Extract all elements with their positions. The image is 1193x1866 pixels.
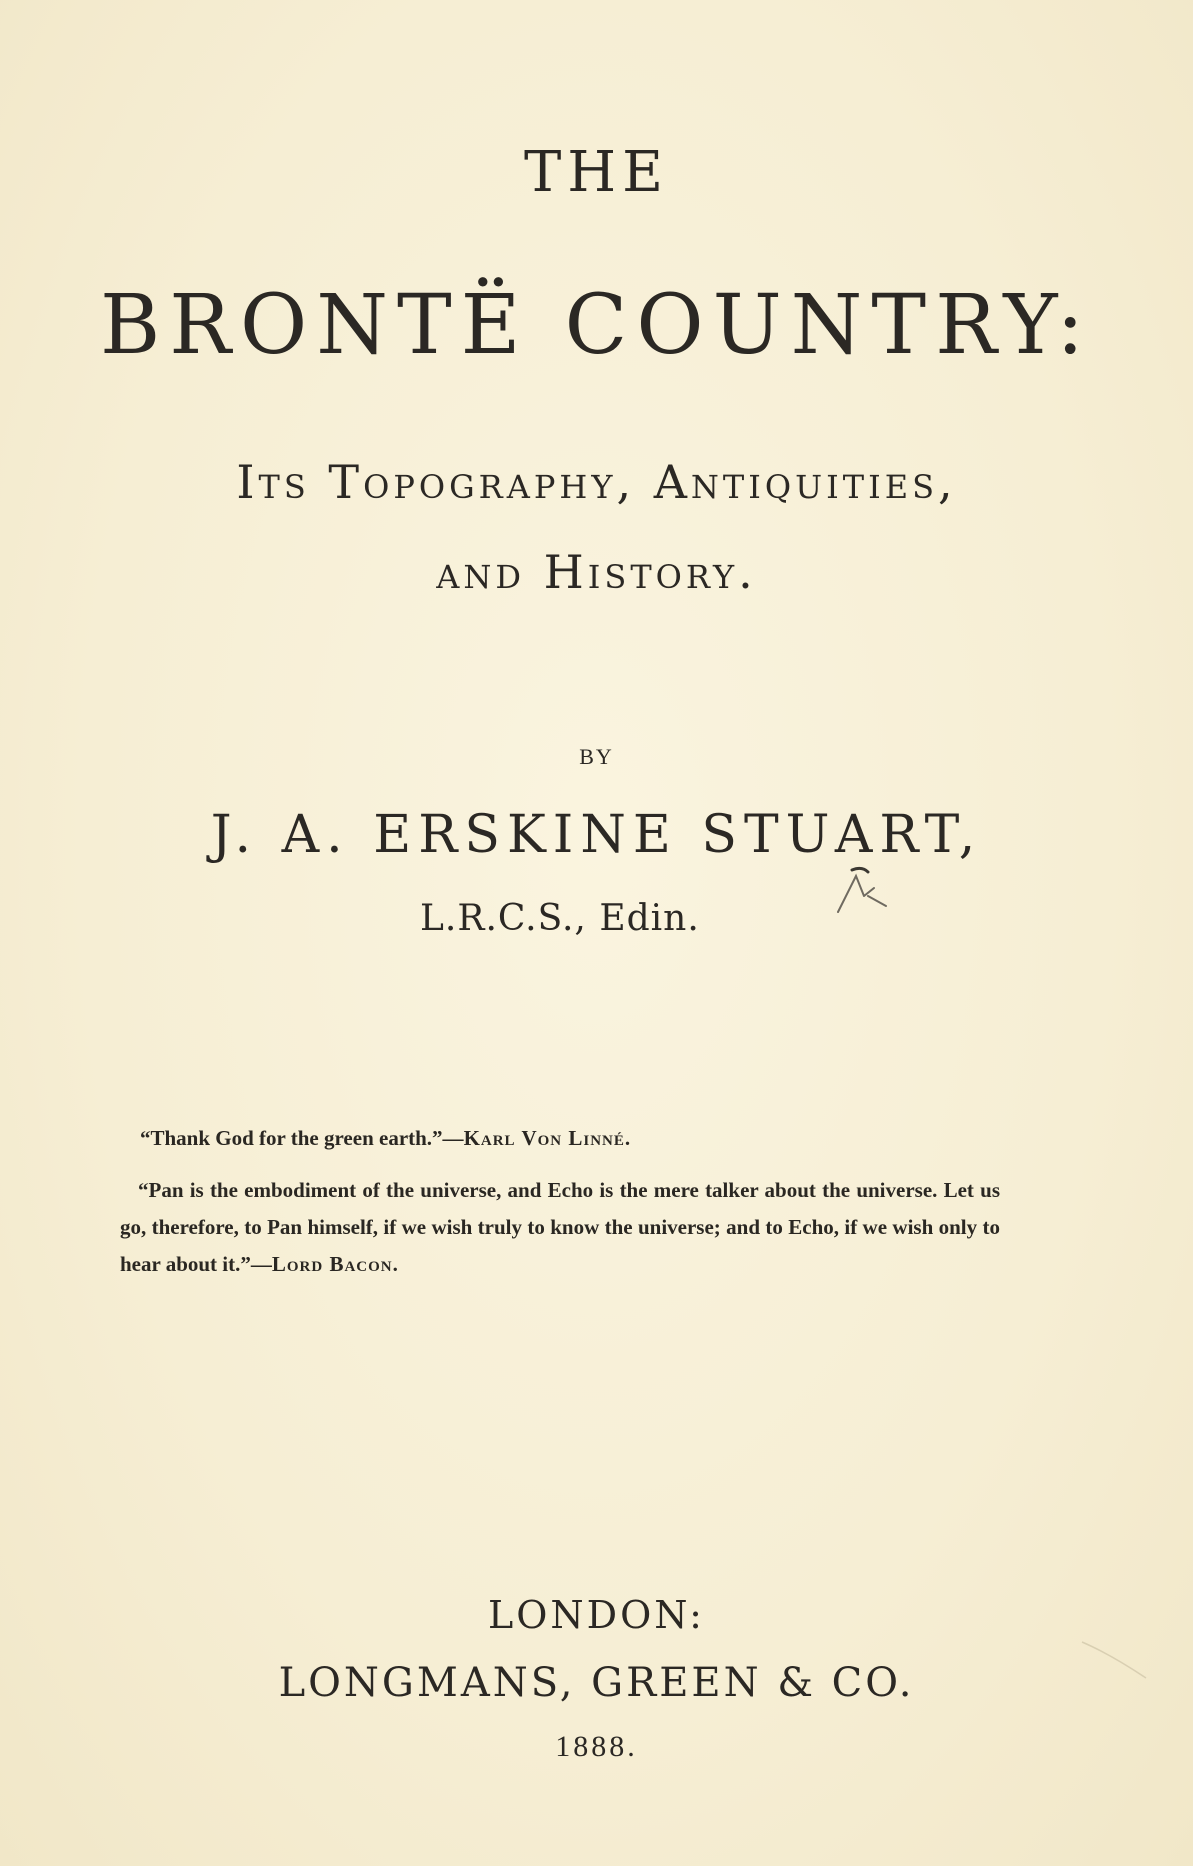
epigraph-bacon-text: “Pan is the embodiment of the universe, and Echo is the mere talker about the universe. Let us go, therefore, to Pan himself, if we wish truly to know the universe; and to Echo, if we wish only to hear about it.”— — [120, 1178, 1000, 1276]
epigraph-bacon — [120, 1172, 1000, 1283]
author-credentials: L.R.C.S., Edin. — [420, 898, 700, 939]
epigraph-linne-attribution: Karl Von Linné. — [463, 1126, 632, 1150]
epigraph-linne-text: “Thank God for the green earth.”— — [140, 1126, 464, 1150]
paper-crease-icon — [1080, 1640, 1150, 1680]
title-the: THE — [523, 140, 670, 205]
book-title: BRONTË COUNTRY: — [100, 278, 1093, 373]
epigraph-bacon-attribution: Lord Bacon. — [271, 1252, 399, 1276]
pencil-annotation-icon — [834, 866, 894, 916]
by-label: BY — [579, 744, 614, 769]
publication-year: 1888. — [555, 1730, 638, 1763]
subtitle-line-1: Its Topography, Antiquities, — [236, 455, 957, 509]
epigraph-linne — [140, 1120, 1070, 1157]
subtitle-line-2: and History. — [436, 545, 757, 599]
author-name: J. A. ERSKINE STUART, — [210, 805, 983, 865]
publisher-city: LONDON: — [488, 1593, 705, 1637]
publisher-name: LONGMANS, GREEN & CO. — [278, 1660, 915, 1706]
